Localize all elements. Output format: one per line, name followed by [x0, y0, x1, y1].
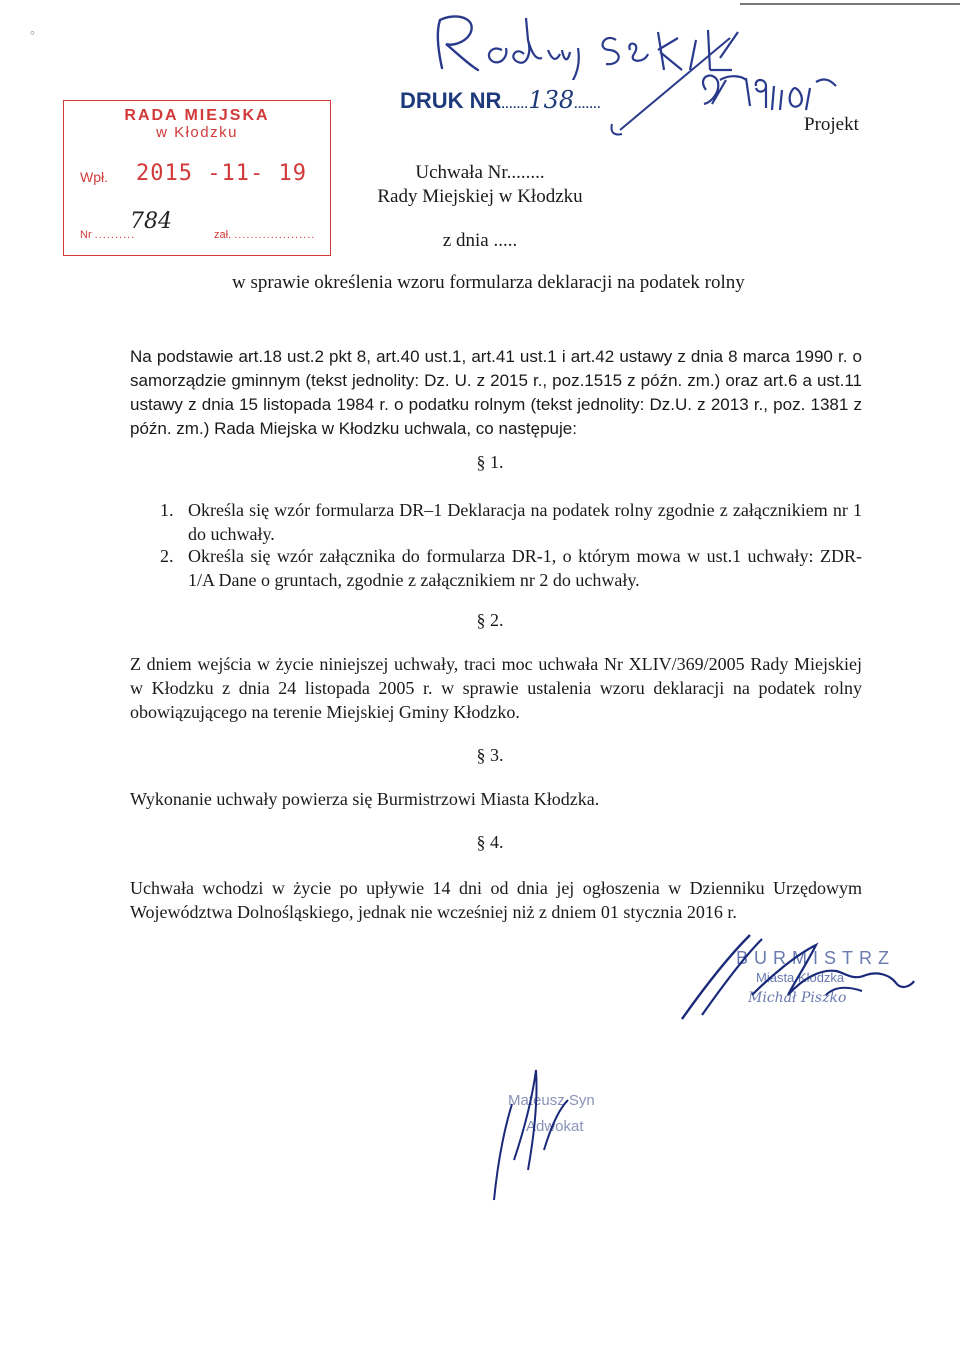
stamp-nr-text: Nr [80, 229, 92, 241]
mayor-stamp-line-1: BURMISTRZ [736, 948, 895, 968]
section-4-heading: § 4. [476, 832, 504, 852]
section-3-text: Wykonanie uchwały powierza się Burmistrzowi Miasta Kłodzka. [130, 789, 600, 809]
stamp-title [64, 107, 330, 141]
item-1-number: 1. [160, 500, 174, 520]
item-2-number: 2. [160, 546, 174, 566]
lawyer-signature [484, 1040, 594, 1210]
mayor-stamp-line-2: Miasta Kłodzka [756, 970, 845, 985]
document-subject: w sprawie określenia wzoru formularza deklaracji na podatek rolny [232, 272, 745, 293]
scan-artifact: ° [30, 28, 35, 42]
mayor-stamp-line-3: Michał Piszko [748, 990, 847, 1006]
stamp-line-1: RADA MIEJSKA [124, 107, 270, 124]
druk-number: DRUK NR.......138....... [400, 86, 601, 114]
stamp-date: 2015 -11- 19 [136, 161, 307, 186]
stamp-zal-text: zał. [214, 229, 232, 241]
section-1-heading: § 1. [476, 452, 504, 472]
druk-label: DRUK NR [400, 88, 502, 113]
preamble: Na podstawie art.18 ust.2 pkt 8, art.40 ust.1, art.41 ust.1 i art.42 ustawy z dnia 8 marca 1990 r. o samorządzie gminnym (tekst jednolity: Dz. U. z 2015 r., poz.1515 z późn. zm.) oraz art.6 a ust.11 ustawy z dnia 15 listopada 1984 r. o podatku rolnym (tekst jednolity: Dz.U. z 2013 r., poz. 1381 z późn. zm.) Rada Miejska w Kłodzku uchwala, co następuje: [130, 347, 862, 438]
mayor-signature [676, 925, 916, 1025]
item-2-text: Określa się wzór załącznika do formularza DR-1, o którym mowa w ust.1 uchwały: ZDR-1/A Dane o gruntach, zgodnie z załącznikiem nr 2 do uchwały. [188, 546, 862, 590]
scan-edge-line [740, 3, 960, 5]
stamp-line-2: w Kłodzku [156, 124, 238, 141]
section-4-text: Uchwała wchodzi w życie po upływie 14 dni od dnia jej ogłoszenia w Dzienniku Urzędowym Województwa Dolnośląskiego, jednak nie wcześniej niż z dniem 01 stycznia 2016 r. [130, 878, 862, 922]
uchwala-nr: Uchwała Nr........ [415, 162, 545, 183]
item-1-text: Określa się wzór formularza DR–1 Deklaracja na podatek rolny zgodnie z załącznikiem nr 1 do uchwały. [188, 500, 862, 544]
section-2-text: Z dniem wejścia w życie niniejszej uchwały, traci moc uchwała Nr XLIV/369/2005 Rady Miejskiej w Kłodzku z dnia 24 listopada 2005 r. w sprawie ustalenia wzoru deklaracji na podatek rolny obowiązującego na terenie Miejskiej Gminy Kłodzko. [130, 654, 862, 722]
stamp-nr-label: Nr .......... [80, 229, 136, 241]
lawyer-stamp-line-1: Mateusz Syn [508, 1092, 595, 1109]
rady-miejskiej: Rady Miejskiej w Kłodzku [377, 186, 583, 207]
lawyer-stamp-line-2: Adwokat [526, 1118, 584, 1135]
stamp-wpl-label: Wpł. [80, 169, 108, 185]
druk-number-value: 138 [528, 86, 575, 114]
z-dnia: z dnia ..... [442, 230, 518, 251]
section-3-heading: § 3. [476, 745, 504, 765]
stamp-nr-value: 784 [130, 209, 172, 234]
section-2-heading: § 2. [476, 610, 504, 630]
projekt-label: Projekt [804, 114, 859, 135]
stamp-zal-label: zał. .................... [214, 229, 316, 241]
